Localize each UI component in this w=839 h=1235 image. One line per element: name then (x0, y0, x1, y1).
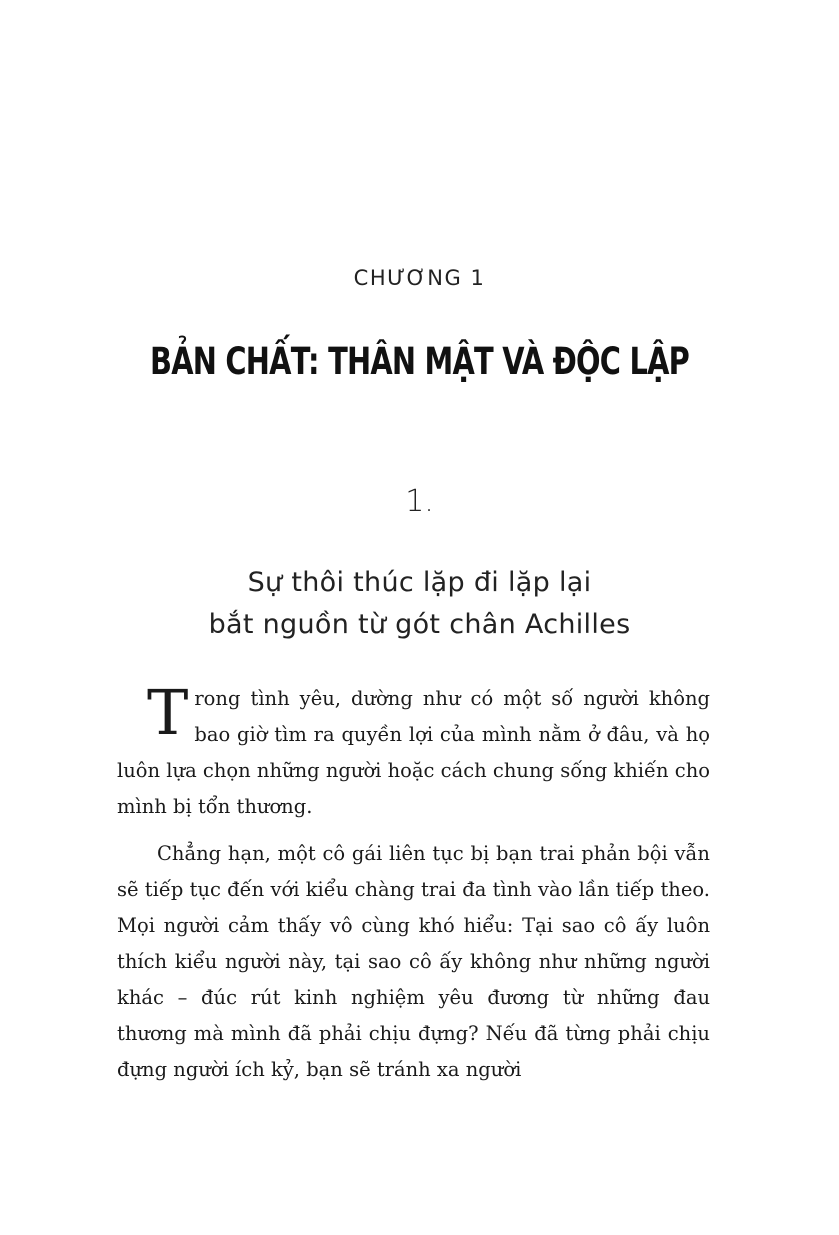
section-number: 1. (405, 484, 434, 519)
section-title-line-2: bắt nguồn từ gót chân Achilles (208, 609, 631, 640)
paragraph-2: Chẳng hạn, một cô gái liên tục bị bạn trai phản bội vẫn sẽ tiếp tục đến với kiểu chàng trai đa tình vào lần tiếp theo. Mọi người cảm thấy vô cùng khó hiểu: Tại sao cô ấy luôn thích kiểu người này, tại sao cô ấy không như những người khác – đúc rút kinh nghiệm yêu đương từ những đau thương mà mình đã phải chịu đựng? Nếu đã từng phải chịu đựng người ích kỷ, bạn sẽ tránh xa người (117, 842, 710, 1081)
body-text (117, 676, 710, 1088)
chapter-label: CHƯƠNG 1 (353, 266, 486, 290)
section-title (0, 562, 839, 646)
paragraph-1 (117, 676, 710, 825)
section-title-line-1: Sự thôi thúc lặp đi lặp lại (247, 567, 592, 598)
drop-cap: T (147, 676, 189, 749)
chapter-title: BẢN CHẤT: THÂN MẬT VÀ ĐỘC LẬP (149, 340, 690, 383)
paragraph-1-text: rong tình yêu, dường như có một số người không bao giờ tìm ra quyền lợi của mình nằm ở đâu, và họ luôn lựa chọn những người hoặc cách chung sống khiến cho mình bị tổn thương. (117, 687, 710, 818)
